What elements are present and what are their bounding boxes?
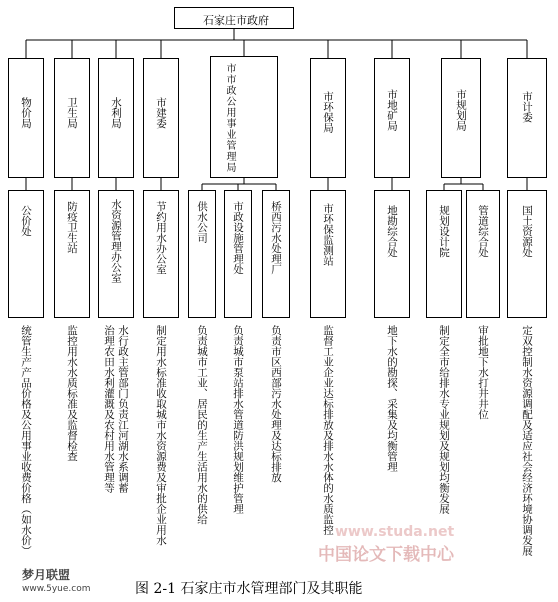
unit-box-9 [426,190,462,318]
watermark-left-url: www.5yue.com [22,584,91,594]
unit-desc-1: 监控用水水质标准及监督检查 [66,325,78,462]
dept-label-huanbao: 市环保局 [322,91,334,133]
unit-label-3: 节约用水办公室 [155,201,167,275]
unit-label-8: 地勘综合处 [386,205,398,258]
dept-box-wujia [8,58,44,178]
unit-label-9: 规划设计院 [438,205,450,258]
dept-box-guihua [441,58,481,178]
unit-label-7: 市环保监测站 [322,203,334,266]
unit-label-6: 桥西污水处理厂 [270,201,282,275]
dept-label-weisheng: 卫生局 [66,97,78,129]
unit-desc-4: 负责城市工业、居民的生产生活用水的供给 [196,325,208,525]
unit-box-2 [98,190,134,318]
dept-box-jiwei [507,58,547,178]
unit-label-4: 供水公司 [196,201,208,243]
unit-desc-8: 地下水的勘探、采集及均衡管理 [386,325,398,472]
unit-label-10: 管道综合处 [477,205,489,258]
unit-desc-7: 监督工业企业达标排放及排水水体的水质监控 [322,325,334,535]
dept-box-shizheng [210,56,278,178]
unit-label-1: 防疫卫生站 [66,201,78,254]
dept-box-weisheng [54,58,90,178]
dept-label-dikuang: 市地矿局 [386,89,398,131]
unit-box-8 [374,190,410,318]
dept-box-dikuang [374,58,410,178]
unit-label-2: 水资源管理办公室 [110,199,122,283]
dept-box-huanbao [310,58,346,178]
unit-box-5 [224,190,252,318]
dept-label-jiwei: 市计委 [521,91,533,123]
unit-desc-11: 定双控制水资源调配及适应社会经济环境协调发展 [521,325,533,556]
dept-label-wujia: 物价局 [20,97,32,129]
root-box [174,7,294,29]
unit-label-11: 国土资源处 [521,205,533,258]
unit-desc-10: 审批地下水打井井位 [477,325,489,420]
unit-box-3 [143,190,179,318]
unit-label-5: 市政设施管理处 [232,201,244,275]
dept-label-guihua: 市规划局 [455,89,467,131]
unit-box-10 [466,190,500,318]
unit-box-1 [54,190,90,318]
unit-box-0 [8,190,44,318]
unit-desc-5: 负责城市泵站排水管道防洪规划维护管理 [232,325,244,514]
watermark-right: 中国论文下载中心 [318,545,454,565]
watermark-right-url: www.studa.net [335,524,455,540]
unit-desc-3: 制定用水标准收取城市水资源费及审批企业用水 [155,325,167,546]
extra-desc: 水行政主管部门负责江河湖水系调蓄 [117,325,129,493]
unit-label-0: 公价处 [20,205,32,237]
unit-box-6 [262,190,290,318]
dept-box-shuili [98,58,134,178]
dept-label-shizheng: 市市政公用事业管理局 [224,63,235,173]
dept-box-shijian [143,58,179,178]
dept-label-shijian: 市建委 [155,97,167,129]
unit-desc-6: 负责市区西部污水处理及达标排放 [270,325,282,483]
dept-label-shuili: 水利局 [110,97,122,129]
root-label: 石家庄市政府 [203,14,269,27]
figure-caption: 图 2-1 石家庄市水管理部门及其职能 [135,581,363,597]
unit-box-4 [188,190,216,318]
watermark-left: 梦月联盟 [22,568,71,582]
unit-desc-0: 统管生产产品价格及公用事业收费价格（如水价） [20,325,32,556]
unit-box-7 [310,190,346,318]
unit-desc-2: 治理农田水利灌溉及农村用水管理等 [103,325,115,493]
unit-box-11 [507,190,547,318]
unit-desc-9: 制定全市给排水专业规划及规划均衡发展 [438,325,450,514]
